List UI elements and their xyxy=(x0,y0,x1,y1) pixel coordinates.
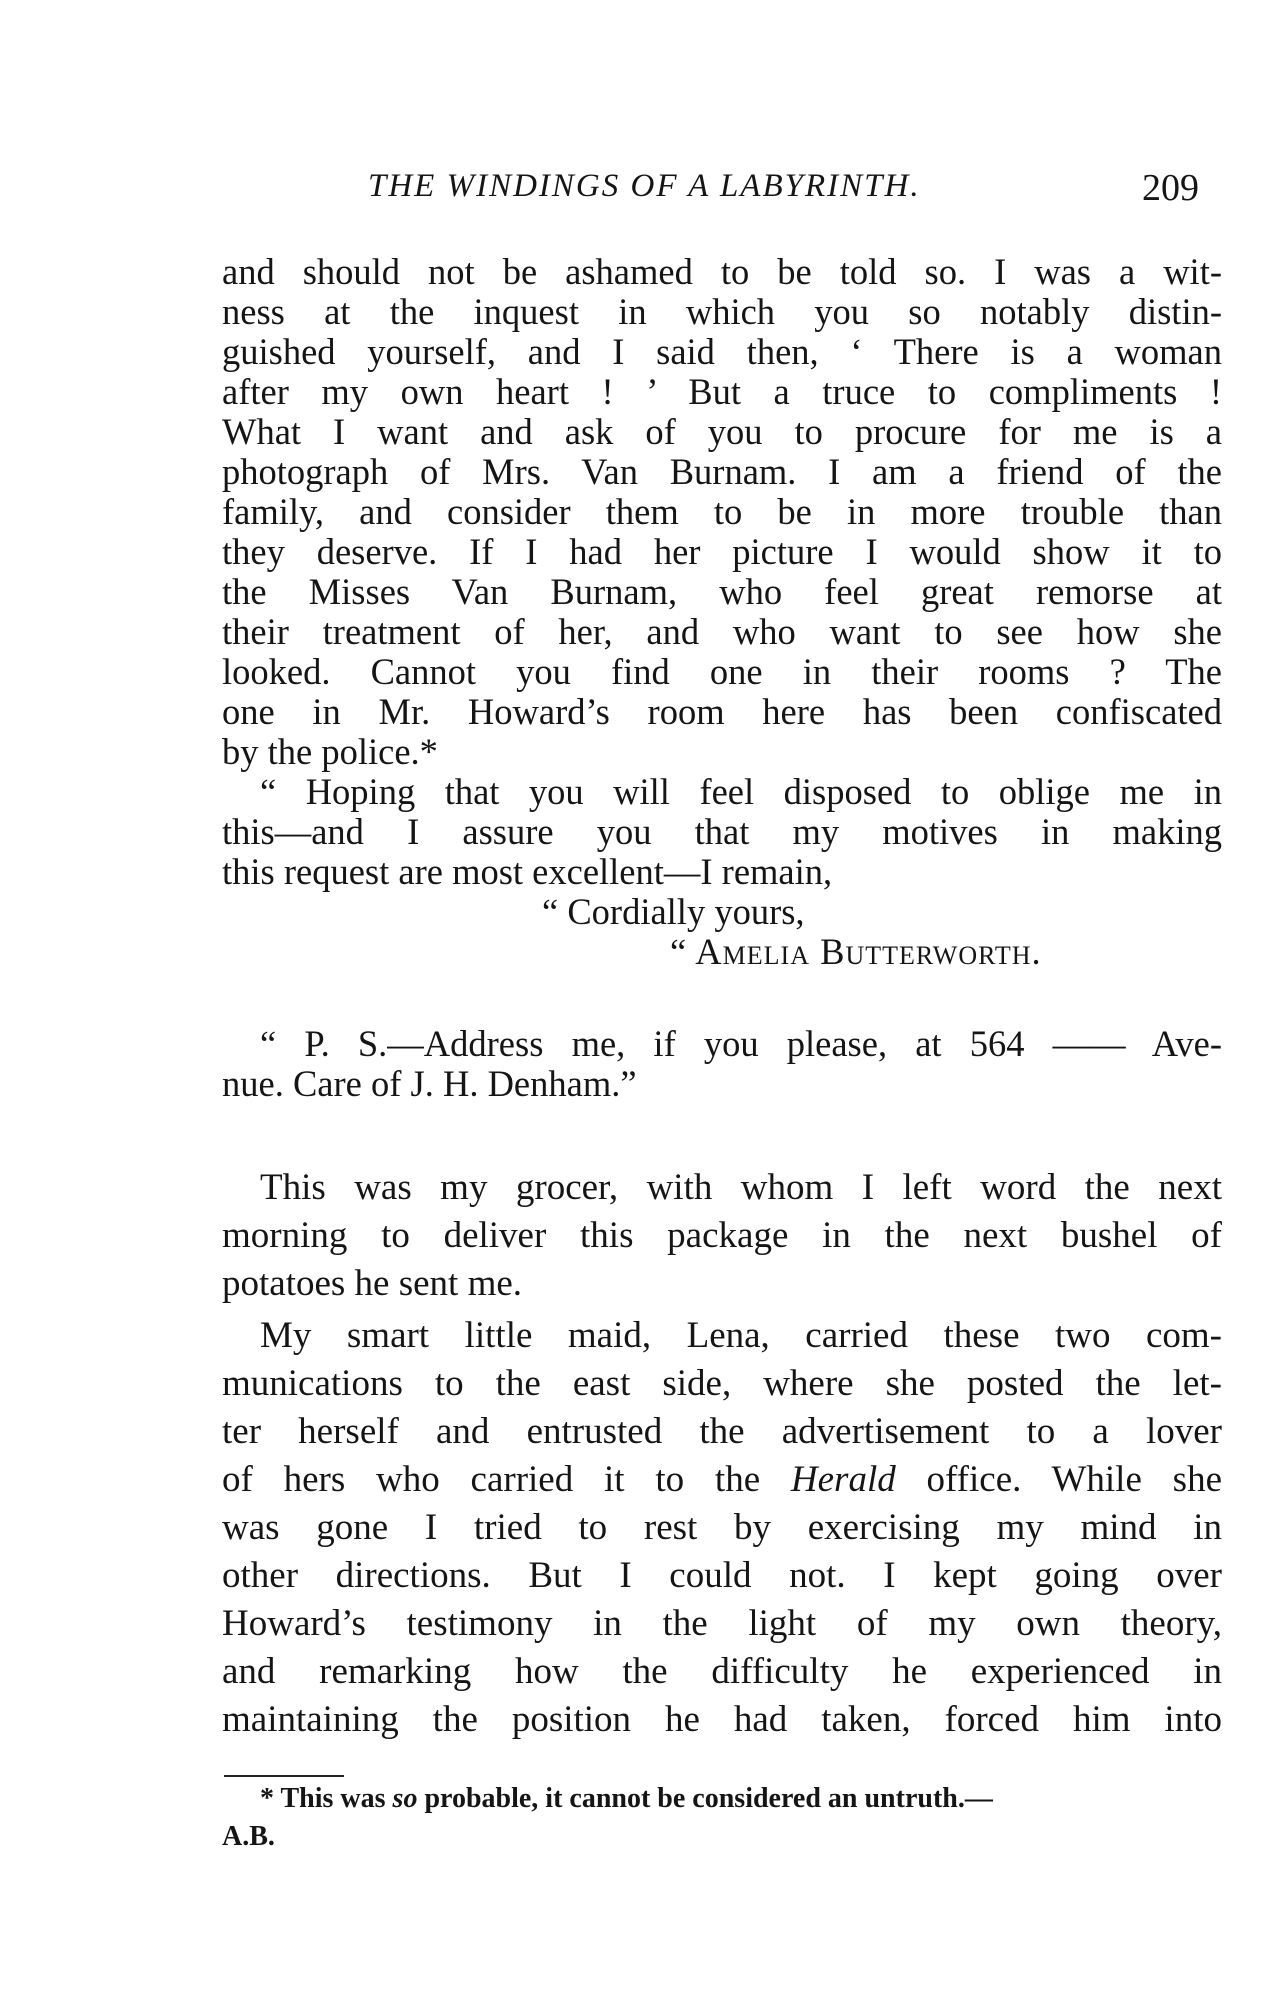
text-line: My smart little maid, Lena, carried these two com- xyxy=(260,1315,1222,1356)
postscript xyxy=(222,1024,1222,1104)
text-line: morning to deliver this package in the next bushel of xyxy=(222,1215,1222,1256)
text-line: Howard’s testimony in the light of my own theory, xyxy=(222,1603,1222,1644)
text-line: after my own heart ! ’ But a truce to compliments ! xyxy=(222,371,1222,412)
letter-body xyxy=(222,252,1222,972)
text-line: potatoes he sent me. xyxy=(222,1263,523,1304)
text-line: nue. Care of J. H. Denham.” xyxy=(222,1063,637,1104)
text-line: family, and consider them to be in more trouble than xyxy=(222,491,1222,532)
text-segment: office. While she xyxy=(895,1459,1222,1500)
text-line: their treatment of her, and who want to see how she xyxy=(222,611,1222,652)
text-line: this—and I assure you that my motives in making xyxy=(222,811,1222,852)
text-line: by the police.* xyxy=(222,731,438,772)
text-line: this request are most excellent—I remain, xyxy=(222,851,833,892)
text-line: was gone I tried to rest by exercising my mind in xyxy=(222,1507,1222,1548)
text-segment: * This was xyxy=(260,1783,393,1814)
footnote xyxy=(222,1780,1222,1856)
letter-signature: “ Amelia Butterworth. xyxy=(670,931,1042,972)
text-line: This was my grocer, with whom I left word the next xyxy=(260,1167,1222,1208)
text-line: maintaining the position he had taken, forced him into xyxy=(222,1699,1222,1740)
herald-italic: Herald xyxy=(790,1459,896,1500)
text-line: “ Hoping that you will feel disposed to oblige me in xyxy=(260,771,1222,812)
text-segment: of hers who carried it to the xyxy=(222,1459,791,1500)
text-line: munications to the east side, where she posted the let- xyxy=(222,1363,1222,1404)
footnote-line: A.B. xyxy=(222,1821,275,1852)
footnote-italic: so xyxy=(392,1783,418,1814)
footnote-line xyxy=(222,1780,1222,1818)
text-line: “ P. S.—Address me, if you please, at 564 —— Ave- xyxy=(260,1023,1222,1064)
text-line-herald xyxy=(222,1456,1222,1504)
letter-closing: “ Cordially yours, xyxy=(542,891,805,932)
text-line: and remarking how the difficulty he experienced in xyxy=(222,1651,1222,1692)
text-line: ter herself and entrusted the advertisement to a lover xyxy=(222,1411,1222,1452)
text-line: looked. Cannot you find one in their rooms ? The xyxy=(222,651,1222,692)
text-line: What I want and ask of you to procure for me is a xyxy=(222,411,1222,452)
text-line: they deserve. If I had her picture I would show it to xyxy=(222,531,1222,572)
running-title: THE WINDINGS OF A LABYRINTH. xyxy=(368,168,921,204)
narrative-paragraph-1 xyxy=(222,1164,1222,1308)
running-head xyxy=(222,160,1222,220)
narrative-paragraph-2 xyxy=(222,1312,1222,1744)
text-line: the Misses Van Burnam, who feel great remorse at xyxy=(222,571,1222,612)
text-line: other directions. But I could not. I kept going over xyxy=(222,1555,1222,1596)
text-line: guished yourself, and I said then, ‘ There is a woman xyxy=(222,331,1222,372)
text-line: one in Mr. Howard’s room here has been confiscated xyxy=(222,691,1222,732)
text-line: and should not be ashamed to be told so. I was a wit- xyxy=(222,251,1222,292)
footnote-divider xyxy=(224,1775,344,1777)
page-number: 209 xyxy=(1142,167,1199,209)
text-segment: probable, it cannot be considered an untruth.— xyxy=(417,1783,993,1814)
text-line: photograph of Mrs. Van Burnam. I am a friend of the xyxy=(222,451,1222,492)
text-line: ness at the inquest in which you so notably distin- xyxy=(222,291,1222,332)
